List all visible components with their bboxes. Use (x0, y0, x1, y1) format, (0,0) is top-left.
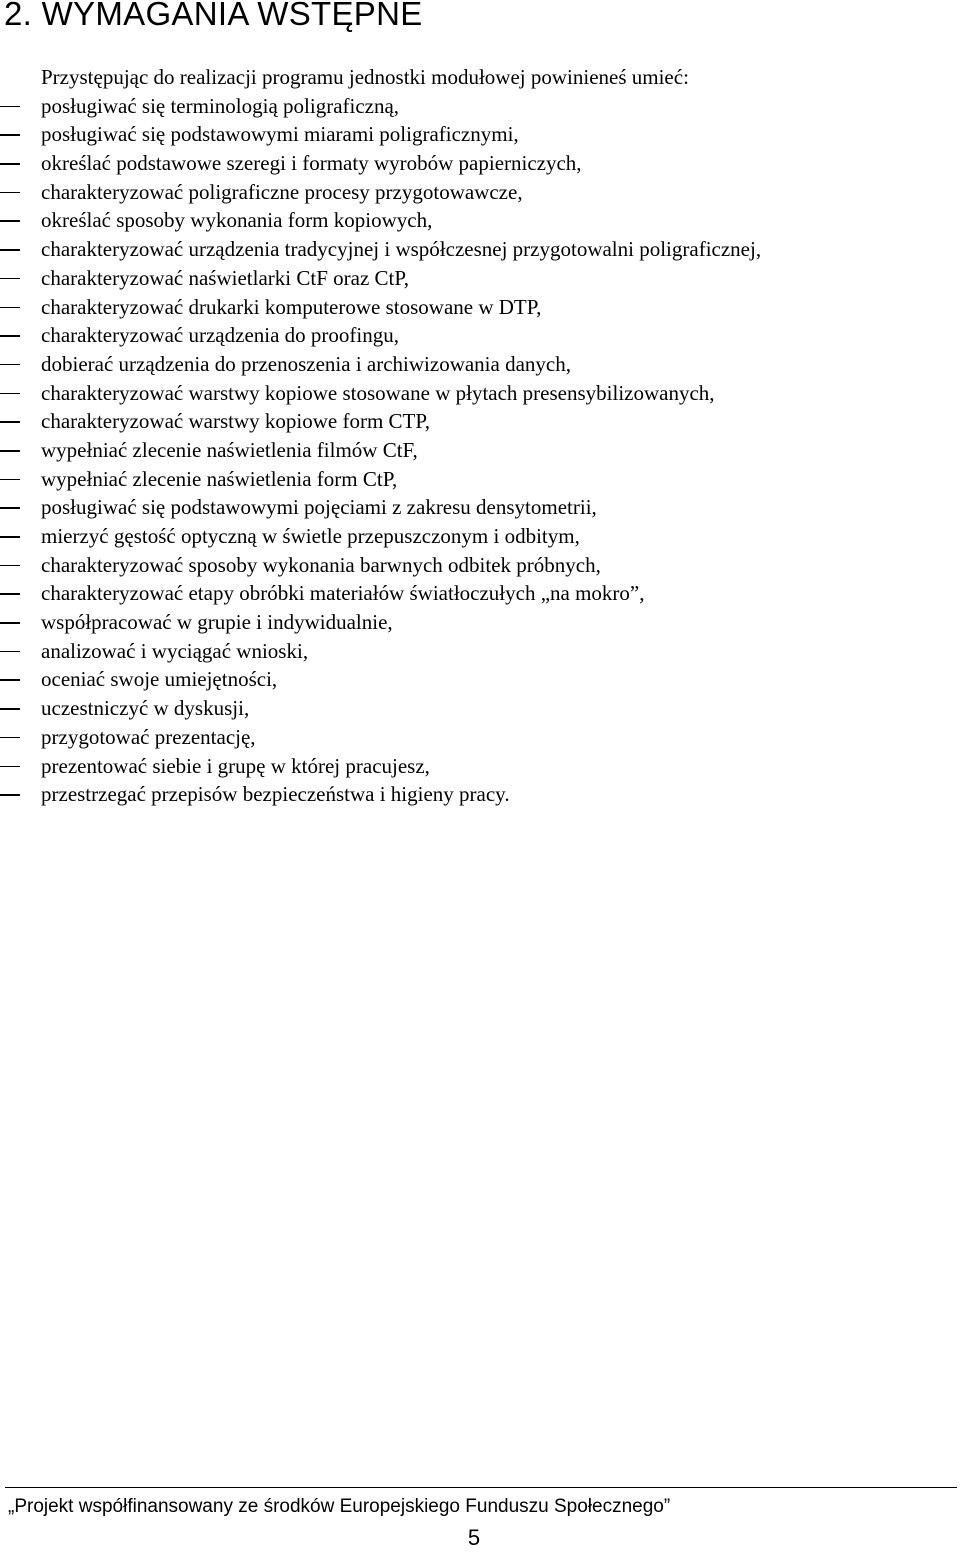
list-item-text: przestrzegać przepisów bezpieczeństwa i higieny pracy. (41, 782, 510, 807)
page-number: 5 (467, 1525, 481, 1550)
dash-bullet-icon (0, 450, 20, 452)
dash-bullet-icon (0, 307, 20, 309)
footer-divider (5, 1487, 957, 1488)
list-item-text: charakteryzować warstwy kopiowe form CTP, (41, 409, 430, 434)
list-item-text: określać sposoby wykonania form kopiowych, (41, 208, 433, 233)
dash-bullet-icon (0, 651, 20, 653)
list-item-text: charakteryzować etapy obróbki materiałów światłoczułych „na mokro”, (41, 581, 645, 606)
list-item-text: dobierać urządzenia do przenoszenia i archiwizowania danych, (41, 351, 571, 376)
dash-bullet-icon (0, 278, 20, 280)
list-item-text: przygotować prezentację, (41, 724, 256, 749)
dash-bullet-icon (0, 507, 20, 509)
dash-bullet-icon (0, 393, 20, 395)
list-item-text: posługiwać się podstawowymi pojęciami z zakresu densytometrii, (41, 495, 597, 520)
dash-bullet-icon (0, 364, 20, 366)
dash-bullet-icon (0, 794, 20, 796)
list-item-text: posługiwać się podstawowymi miarami poligraficznymi, (41, 122, 519, 147)
dash-bullet-icon (0, 134, 20, 136)
list-item-text: charakteryzować urządzenia do proofingu, (41, 323, 399, 348)
footer-funding-note: „Projekt współfinansowany ze środków Europejskiego Funduszu Społecznego” (8, 1496, 671, 1517)
list-item-text: wypełniać zlecenie naświetlenia form CtP, (41, 466, 398, 491)
dash-bullet-icon (0, 421, 20, 423)
list-item-text: oceniać swoje umiejętności, (41, 667, 278, 692)
list-item-text: mierzyć gęstość optyczną w świetle przepuszczonym i odbitym, (41, 524, 580, 548)
dash-bullet-icon (0, 479, 20, 481)
dash-bullet-icon (0, 536, 20, 538)
dash-bullet-icon (0, 106, 20, 108)
list-item-text: wypełniać zlecenie naświetlenia filmów CtF, (41, 437, 418, 462)
dash-bullet-icon (0, 737, 20, 739)
dash-bullet-icon (0, 708, 20, 710)
dash-bullet-icon (0, 220, 20, 222)
dash-bullet-icon (0, 335, 20, 337)
list-item-text: charakteryzować poligraficzne procesy przygotowawcze, (41, 179, 523, 204)
dash-bullet-icon (0, 565, 20, 567)
dash-bullet-icon (0, 679, 20, 681)
list-item-text: charakteryzować naświetlarki CtF oraz CtP, (41, 265, 409, 290)
list-item-text: charakteryzować drukarki komputerowe stosowane w DTP, (41, 294, 542, 319)
list-item-text: określać podstawowe szeregi i formaty wyrobów papierniczych, (41, 151, 582, 176)
list-item-text: charakteryzować urządzenia tradycyjnej i współczesnej przygotowalni poligraficznej, (41, 237, 762, 262)
dash-bullet-icon (0, 766, 20, 768)
intro-text: Przystępując do realizacji programu jednostki modułowej powinieneś umieć: (41, 65, 689, 89)
list-item-text: współpracować w grupie i indywidualnie, (41, 610, 393, 635)
dash-bullet-icon (0, 192, 20, 194)
list-item-text: prezentować siebie i grupę w której pracujesz, (41, 753, 430, 778)
dash-bullet-icon (0, 249, 20, 251)
dash-bullet-icon (0, 622, 20, 624)
dash-bullet-icon (0, 163, 20, 165)
list-item-text: analizować i wyciągać wnioski, (41, 638, 309, 663)
list-item-text: uczestniczyć w dyskusji, (41, 696, 250, 721)
list-item-text: charakteryzować warstwy kopiowe stosowane w płytach presensybilizowanych, (41, 380, 715, 405)
list-item-text: posługiwać się terminologią poligraficzną, (41, 93, 400, 118)
list-item-text: charakteryzować sposoby wykonania barwnych odbitek próbnych, (41, 552, 601, 577)
dash-bullet-icon (0, 593, 20, 595)
section-heading: 2. WYMAGANIA WSTĘPNE (4, 0, 423, 32)
